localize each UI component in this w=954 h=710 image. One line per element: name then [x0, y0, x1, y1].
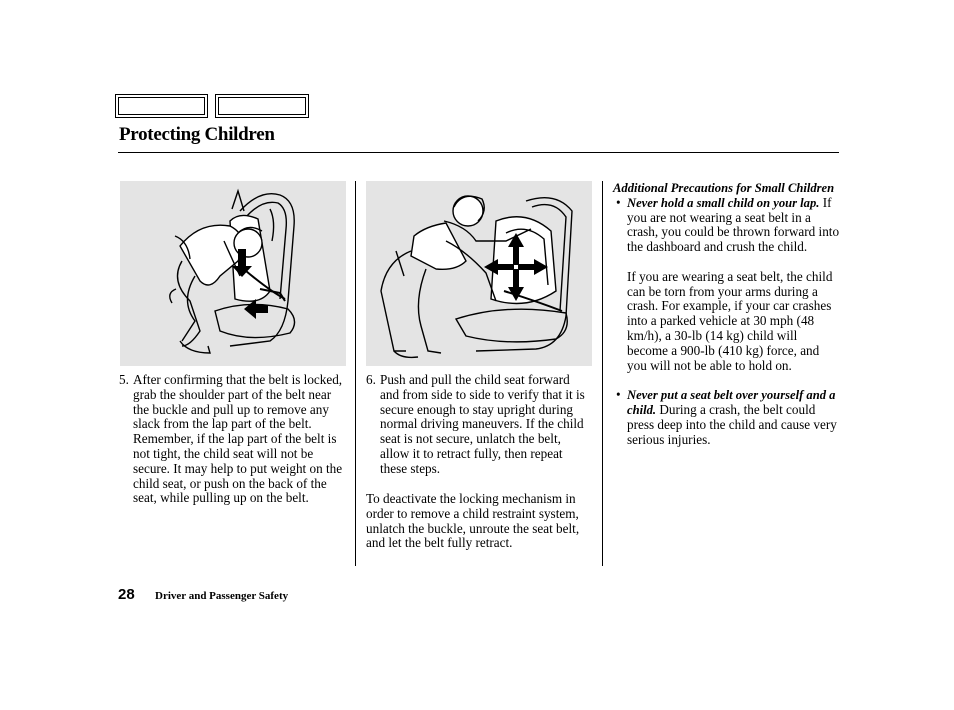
bullet-dot: •	[616, 194, 621, 210]
bullet-1-text: If you are not wearing a seat belt in a crash, you could be thrown forward into the dashboard and crush the child.	[627, 194, 840, 255]
bullet-1-lead: Never hold a small child on your lap.	[627, 195, 820, 210]
step-6-number: 6.	[366, 372, 376, 387]
precaution-bullet-1	[613, 196, 841, 374]
tighten-belt-drawing	[120, 181, 346, 366]
step-5	[119, 373, 344, 506]
step-6-text: Push and pull the child seat forward and from side to side to verify that it is secure enough to stay upright during normal driving maneuvers. If the child seat is not secure, unlatch the belt, allow it to retract fully, then repeat these steps.	[380, 372, 585, 476]
bullet-2-text: During a crash, the belt could press deep into the child and cause very serious injuries.	[627, 401, 837, 447]
nav-tab-box-1[interactable]	[115, 94, 208, 118]
title-rule	[118, 152, 839, 153]
sidebar-heading: Additional Precautions for Small Children	[613, 181, 835, 195]
section-footer: Driver and Passenger Safety	[155, 590, 289, 602]
illustration-tighten-belt	[120, 181, 346, 366]
column-divider-1	[355, 181, 356, 566]
page-number: 28	[118, 586, 135, 603]
step-5-number: 5.	[119, 372, 129, 387]
precaution-bullet-2	[613, 388, 841, 447]
column-divider-2	[602, 181, 603, 566]
nav-tab-box-2[interactable]	[215, 94, 309, 118]
page-title: Protecting Children	[119, 124, 275, 145]
bullet-1-paragraph-2: If you are wearing a seat belt, the child can be torn from your arms during a crash. For example, if your car crashes into a parked vehicle at 30 mph (48 km/h), a 30-lb (14 kg) child will become a 900-lb (410 kg) force, and you will not be able to hold on.	[627, 268, 833, 373]
illustration-test-seat	[366, 181, 592, 366]
deactivate-paragraph: To deactivate the locking mechanism in order to remove a child restraint system, unlatch the buckle, unroute the seat belt, and let the belt fully retract.	[366, 491, 580, 551]
bullet-2-lead: Never put a seat belt over yourself and a child.	[627, 388, 836, 417]
test-seat-drawing	[366, 181, 592, 366]
sidebar-precautions	[613, 181, 841, 447]
bullet-dot: •	[616, 387, 621, 403]
step-5-text: After confirming that the belt is locked, grab the shoulder part of the belt near the buckle and pull up to remove any slack from the lap part of the belt. Remember, if the lap part of the belt is not tight, the child seat will not be secure. It may help to put weight on the child seat, or push on the back of the seat, while pulling up on the belt.	[133, 372, 343, 506]
step-6	[366, 373, 592, 477]
